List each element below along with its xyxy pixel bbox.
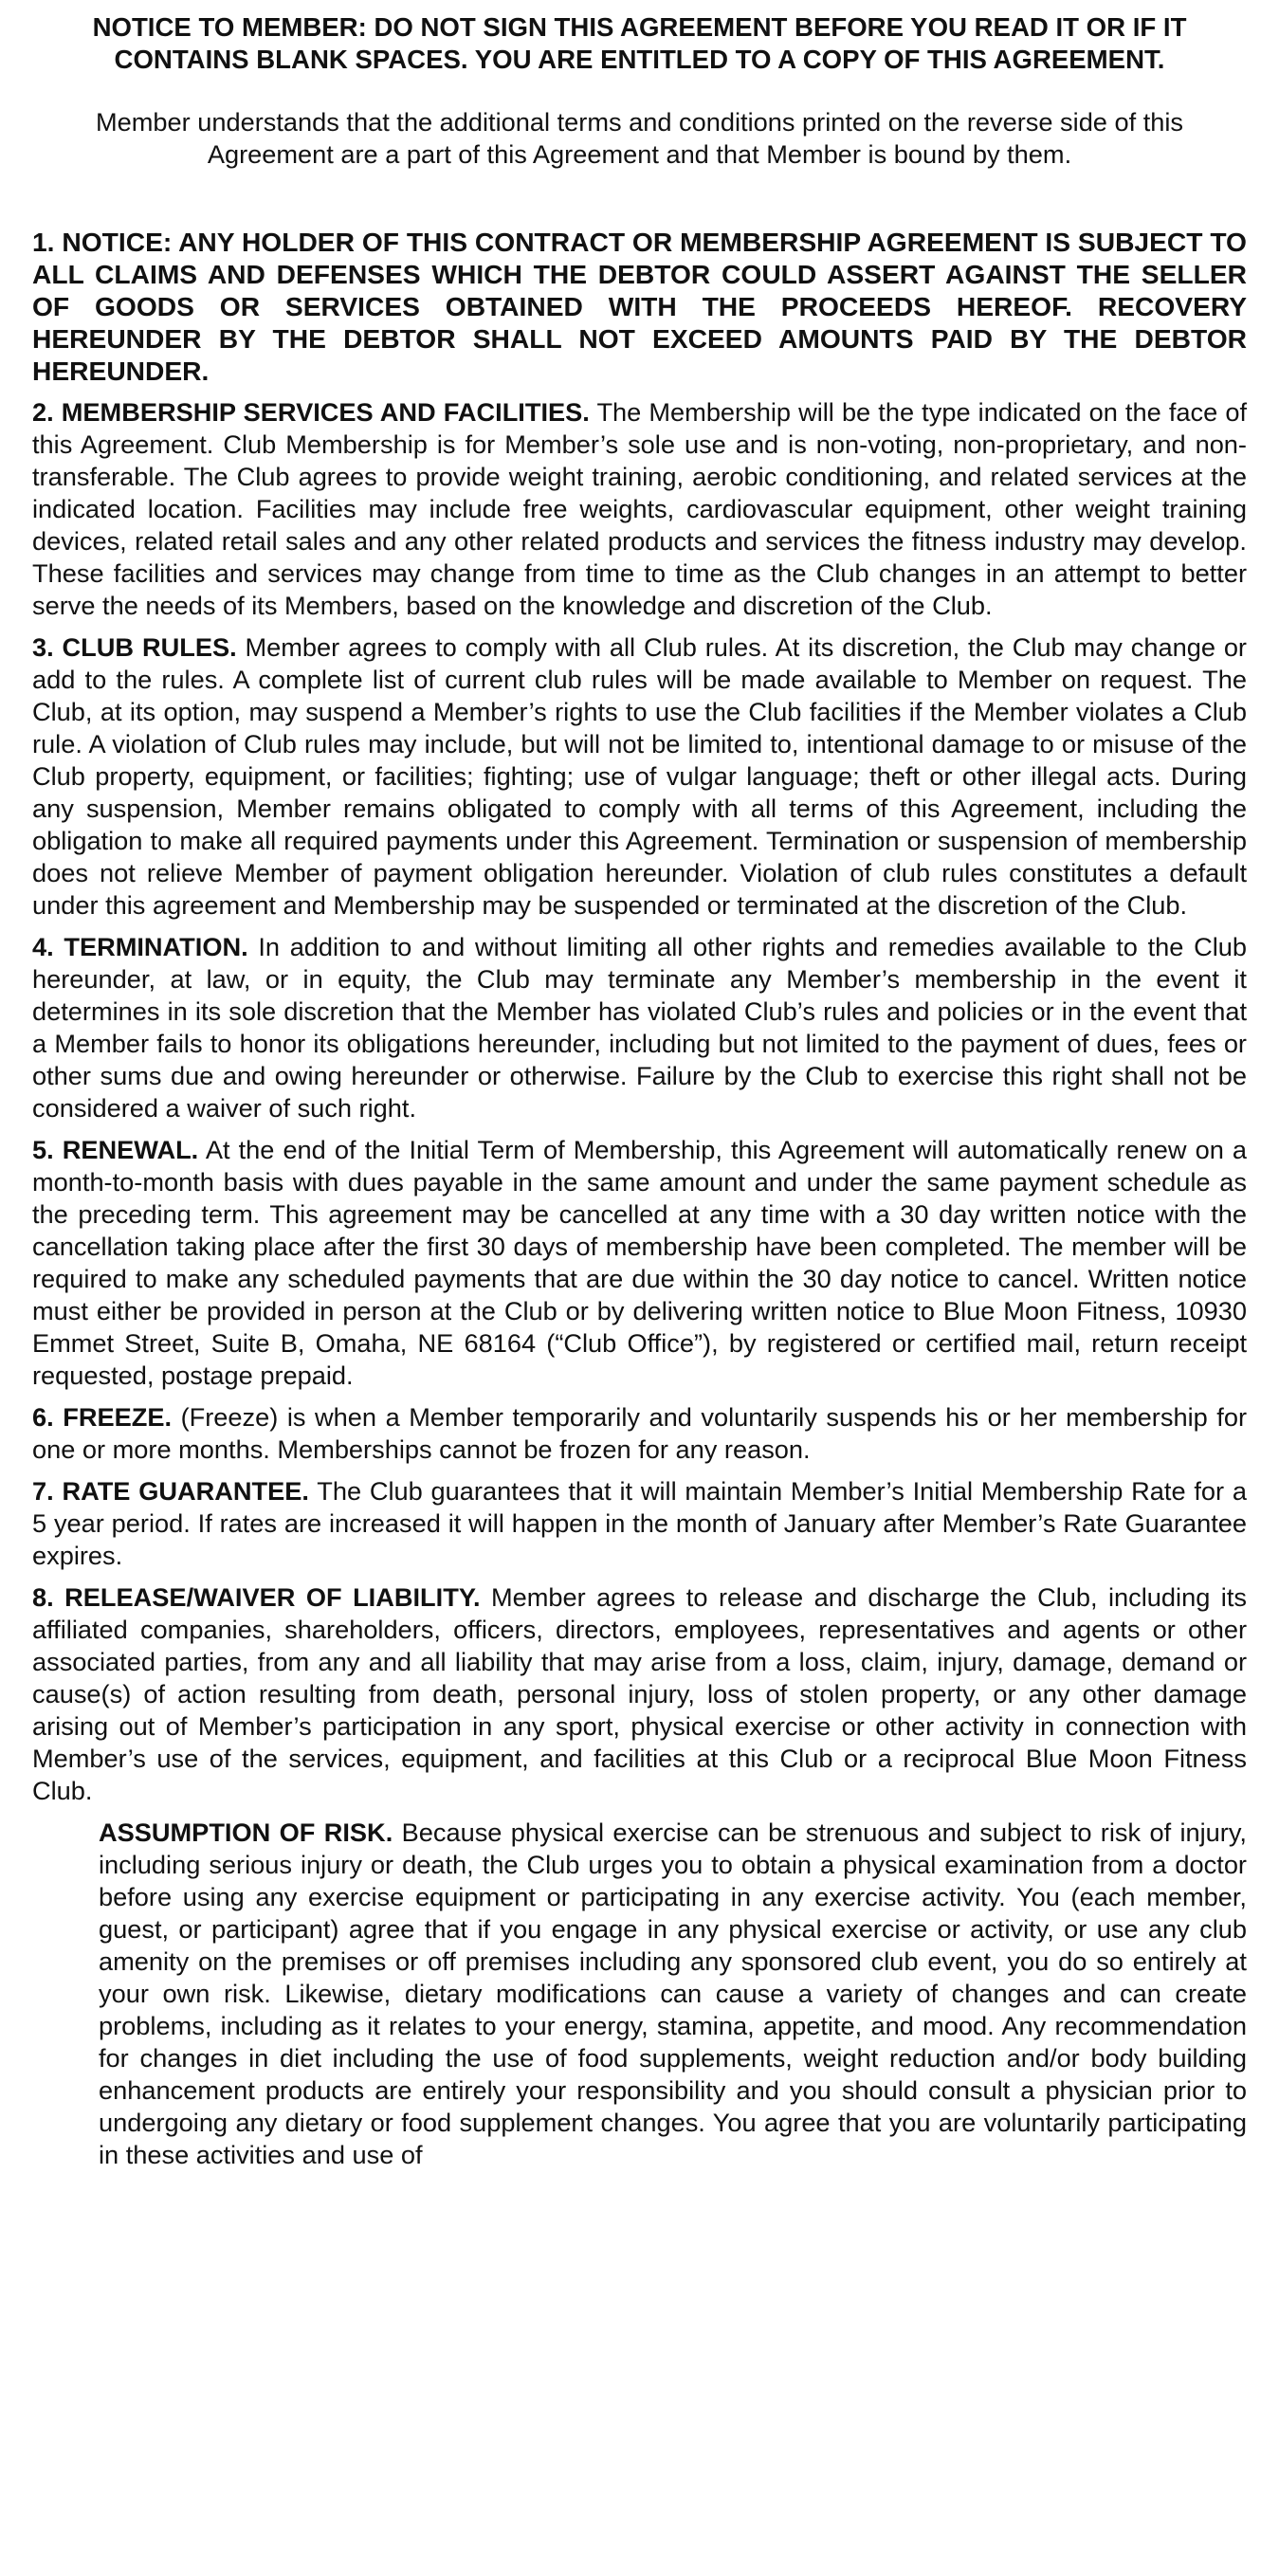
section-1-heading: 1. NOTICE: ANY HOLDER OF THIS CONTRACT OR MEMBERSHIP AGREEMENT IS SUBJECT TO ALL CLAIMS AND DEFENSES WHICH THE DEBTOR COULD ASSERT AGAINST THE SELLER OF GOODS OR SERVICES OBTAINED WITH THE PROCEEDS HEREOF. RECOVERY HEREUNDER BY THE DEBTOR SHALL NOT EXCEED AMOUNTS PAID BY THE DEBTOR HEREUNDER. [32,227,1247,386]
section-3-body: Member agrees to comply with all Club rules. At its discretion, the Club may change or add to the rules. A complete list of current club rules will be made available to Member on request. The Club, at its option, may suspend a Member’s rights to use the Club facilities if the Member violates a Club rule. A violation of Club rules may include, but will not be limited to, intentional damage to or misuse of the Club property, equipment, or facilities; fighting; use of vulgar language; theft or other illegal acts. During any suspension, Member remains obligated to comply with all terms of this Agreement, including the obligation to make all required payments under this Agreement. Termination or suspension of membership does not relieve Member of payment obligation hereunder. Violation of club rules constitutes a default under this agreement and Membership may be suspended or terminated at the discretion of the Club. [32,632,1247,920]
section-4-body: In addition to and without limiting all other rights and remedies available to the Club hereunder, at law, or in equity, the Club may terminate any Member’s membership in the event it determines in its sole discretion that the Member has violated Club’s rules and policies or in the event that a Member fails to honor its obligations hereunder, including but not limited to the payment of dues, fees or other sums due and owing hereunder or otherwise. Failure by the Club to exercise this right shall not be considered a waiver of such right. [32,932,1247,1123]
section-5-renewal [32,1134,1247,1392]
section-7-body: The Club guarantees that it will maintain Member’s Initial Membership Rate for a 5 year period. If rates are increased it will happen in the month of January after Member’s Rate Guarantee expires. [32,1476,1247,1570]
assumption-of-risk [99,1817,1247,2171]
section-8-release-waiver [32,1581,1247,1807]
section-6-freeze [32,1401,1247,1466]
section-5-heading: 5. RENEWAL. [32,1135,199,1164]
section-8-heading: 8. RELEASE/WAIVER OF LIABILITY. [32,1582,481,1612]
section-6-body: (Freeze) is when a Member temporarily and voluntarily suspends his or her membership for one or more months. Memberships cannot be frozen for any reason. [32,1402,1248,1464]
section-2-heading: 2. MEMBERSHIP SERVICES AND FACILITIES. [32,397,590,427]
section-4-termination [32,931,1247,1124]
section-6-heading: 6. FREEZE. [32,1402,173,1432]
notice-to-member: NOTICE TO MEMBER: DO NOT SIGN THIS AGREEMENT BEFORE YOU READ IT OR IF IT CONTAINS BLANK SPACES. YOU ARE ENTITLED TO A COPY OF THIS AGREEMENT. [92,12,1187,74]
section-2-body: The Membership will be the type indicated on the face of this Agreement. Club Membership is for Member’s sole use and is non-voting, non-proprietary, and non-transferable. The Club agrees to provide weight training, aerobic conditioning, and related services at the indicated location. Facilities may include free weights, cardiovascular equipment, other weight training devices, related retail sales and any other related products and services the fitness industry may develop. These facilities and services may change from time to time as the Club changes in an attempt to better serve the needs of its Members, based on the knowledge and discretion of the Club. [32,397,1247,620]
section-3-club-rules [32,631,1247,922]
section-5-body: At the end of the Initial Term of Membership, this Agreement will automatically renew on a month-to-month basis with dues payable in the same amount and under the same payment schedule as the preceding term. This agreement may be cancelled at any time with a 30 day written notice with the cancellation taking place after the first 30 days of membership have been completed. The member will be required to make any scheduled payments that are due within the 30 day notice to cancel. Written notice must either be provided in person at the Club or by delivering written notice to Blue Moon Fitness, 10930 Emmet Street, Suite B, Omaha, NE 68164 (“Club Office”), by registered or certified mail, return receipt requested, postage prepaid. [32,1135,1248,1390]
section-7-heading: 7. RATE GUARANTEE. [32,1476,309,1506]
section-4-heading: 4. TERMINATION. [32,932,248,961]
section-8-body: Member agrees to release and discharge the Club, including its affiliated companies, shareholders, officers, directors, employees, representatives and agents or other associated parties, from any and all liability that may arise from a loss, claim, injury, damage, demand or cause(s) of action resulting from death, personal injury, loss of stolen property, or any other damage arising out of Member’s participation in any sport, physical exercise or other activity in connection with Member’s use of the services, equipment, and facilities at this Club or a reciprocal Blue Moon Fitness Club. [32,1582,1247,1805]
section-3-heading: 3. CLUB RULES. [32,632,237,662]
assumption-of-risk-heading: ASSUMPTION OF RISK. [99,1818,393,1847]
intro-paragraph: Member understands that the additional terms and conditions printed on the reverse side of this Agreement are a part of this Agreement and that Member is bound by them. [95,107,1184,169]
section-2-membership-services [32,396,1247,622]
section-1-notice [32,226,1247,387]
section-7-rate-guarantee [32,1475,1247,1572]
assumption-of-risk-body: Because physical exercise can be strenuous and subject to risk of injury, including serious injury or death, the Club urges you to obtain a physical examination from a doctor before using any exercise equipment or participating in any exercise activity. You (each member, guest, or participant) agree that if you engage in any physical exercise or activity, or use any club amenity on the premises or off premises including any sponsored club event, you do so entirely at your own risk. Likewise, dietary modifications can cause a variety of changes and can create problems, including as it relates to your energy, stamina, appetite, and mood. Any recommendation for changes in diet including the use of food supplements, weight reduction and/or body building enhancement products are entirely your responsibility and you should consult a physician prior to undergoing any dietary or food supplement changes. You agree that you are voluntarily participating in these activities and use of [99,1818,1247,2169]
